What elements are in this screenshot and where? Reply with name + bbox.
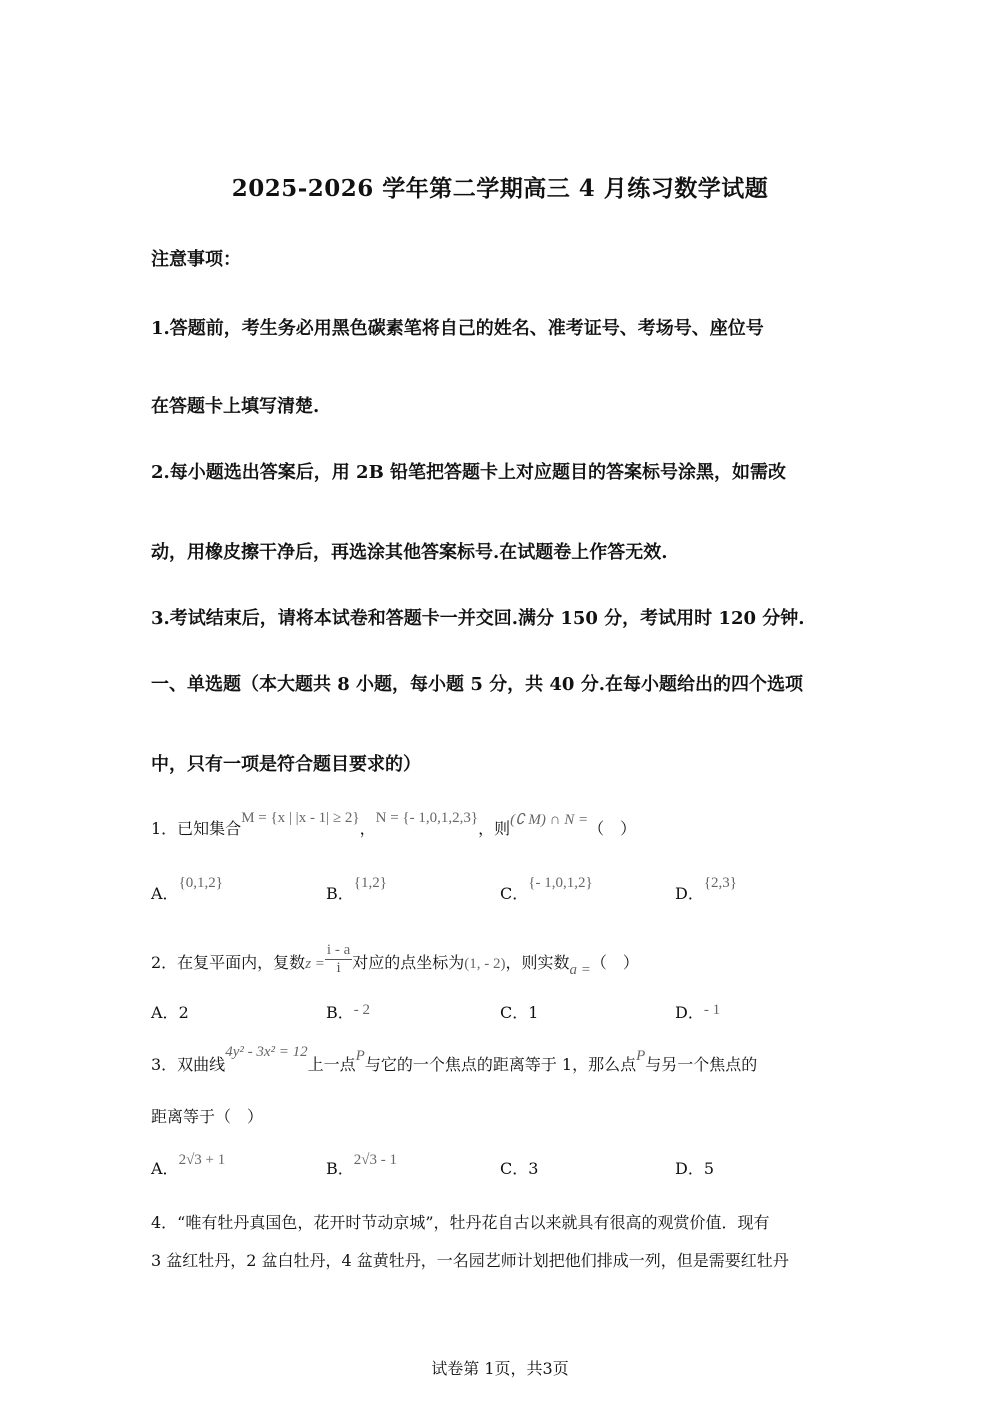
option-label: B． xyxy=(326,1159,354,1178)
set-n-expression: N = {- 1,0,1,2,3} xyxy=(375,810,479,826)
question-3 xyxy=(151,1044,758,1075)
option-label: C． xyxy=(500,884,529,903)
q2-option-d xyxy=(675,1000,720,1023)
option-value: 5 xyxy=(703,1159,715,1178)
notice-item-2-line-2: 动，用橡皮擦干净后，再选涂其他答案标号.在试题卷上作答无效. xyxy=(151,542,668,563)
option-label: B． xyxy=(326,1003,354,1022)
answer-bracket: （ ） xyxy=(588,819,637,838)
question-2-mid: 对应的点坐标为 xyxy=(352,953,465,972)
q2-option-b xyxy=(326,1000,370,1023)
option-label: C． xyxy=(500,1003,529,1022)
option-value: {1,2} xyxy=(353,875,387,891)
question-2-mid-2: ，则实数 xyxy=(505,953,570,972)
option-label: C． xyxy=(500,1159,529,1178)
hyperbola-equation: 4y² - 3x² = 12 xyxy=(225,1044,308,1060)
option-label: D． xyxy=(675,884,704,903)
option-value: {- 1,0,1,2} xyxy=(528,875,593,891)
set-m-expression: M = {x | |x - 1| ≥ 2} xyxy=(241,810,360,826)
option-value: - 2 xyxy=(353,1002,371,1018)
q1-option-d xyxy=(675,875,737,904)
option-label: A． xyxy=(151,884,179,903)
q3-option-d xyxy=(675,1156,714,1179)
question-1 xyxy=(151,810,637,839)
question-4-line-2: 3 盆红牡丹，2 盆白牡丹，4 盆黄牡丹，一名园艺师计划把他们排成一列，但是需要红牡丹 xyxy=(151,1251,789,1270)
q1-option-c xyxy=(500,875,593,904)
option-value: 2√3 - 1 xyxy=(353,1152,397,1168)
q1-option-b xyxy=(326,875,387,904)
z-equals: z = xyxy=(305,956,325,972)
option-label: B． xyxy=(326,884,354,903)
q3-option-c xyxy=(500,1156,538,1179)
notice-item-1-line-1: 1.答题前，考生务必用黑色碳素笔将自己的姓名、准考证号、考场号、座位号 xyxy=(151,318,764,339)
question-3-mid-3: 与另一个焦点的 xyxy=(645,1055,758,1074)
question-3-mid-1: 上一点 xyxy=(307,1055,356,1074)
fraction-numerator: i - a xyxy=(326,942,351,958)
q2-option-c xyxy=(500,1000,538,1023)
notice-item-1-line-2: 在答题卡上填写清楚. xyxy=(151,396,320,417)
option-value: - 1 xyxy=(703,1002,721,1018)
page-title: 2025-2026 学年第二学期高三 4 月练习数学试题 xyxy=(231,175,769,202)
a-equals: a = xyxy=(569,962,591,978)
option-label: A． xyxy=(151,1003,179,1022)
point-coordinate: (1, - 2) xyxy=(464,956,506,972)
option-value: {2,3} xyxy=(703,875,737,891)
question-3-prefix: 3．双曲线 xyxy=(151,1055,226,1074)
question-4-line-1: 4．“唯有牡丹真国色，花开时节动京城”，牡丹花自古以来就具有很高的观赏价值．现有 xyxy=(151,1213,770,1232)
q2-option-a xyxy=(151,1000,189,1023)
notice-heading: 注意事项： xyxy=(151,249,241,270)
notice-item-3: 3.考试结束后，请将本试卷和答题卡一并交回.满分 150 分，考试用时 120 分钟. xyxy=(151,608,805,629)
q3-option-b xyxy=(326,1152,397,1179)
q3-option-a xyxy=(151,1152,226,1179)
option-label: D． xyxy=(675,1159,704,1178)
question-1-mid: ，则 xyxy=(478,819,511,838)
complement-expression: (∁ M) ∩ N = xyxy=(510,812,589,828)
question-3-mid-2: 与它的一个焦点的距离等于 1，那么点 xyxy=(364,1055,637,1074)
notice-item-2-line-1: 2.每小题选出答案后，用 2B 铅笔把答题卡上对应题目的答案标号涂黑，如需改 xyxy=(151,462,787,483)
question-2 xyxy=(151,942,639,981)
point-p: P xyxy=(636,1048,646,1064)
option-label: A． xyxy=(151,1159,179,1178)
fraction-denominator: i xyxy=(336,960,341,976)
answer-bracket: （ ） xyxy=(590,953,639,972)
option-value: 3 xyxy=(528,1159,539,1178)
question-1-prefix: 1．已知集合 xyxy=(151,819,242,838)
page-footer: 试卷第 1页，共3页 xyxy=(431,1359,569,1378)
option-value: {0,1,2} xyxy=(178,875,223,891)
question-2-prefix: 2．在复平面内，复数 xyxy=(151,953,306,972)
section-1-heading-line-1: 一、单选题（本大题共 8 小题，每小题 5 分，共 40 分.在每小题给出的四个选项 xyxy=(151,674,803,695)
option-label: D． xyxy=(675,1003,704,1022)
point-p: P xyxy=(355,1048,365,1064)
section-1-heading-line-2: 中，只有一项是符合题目要求的） xyxy=(151,754,421,775)
fraction xyxy=(325,942,352,977)
option-value: 2 xyxy=(178,1003,189,1022)
separator: ， xyxy=(359,819,376,838)
q1-option-a xyxy=(151,875,223,904)
option-value: 1 xyxy=(528,1003,539,1022)
option-value: 2√3 + 1 xyxy=(178,1152,226,1168)
question-3-line-2: 距离等于（ ） xyxy=(151,1107,264,1126)
